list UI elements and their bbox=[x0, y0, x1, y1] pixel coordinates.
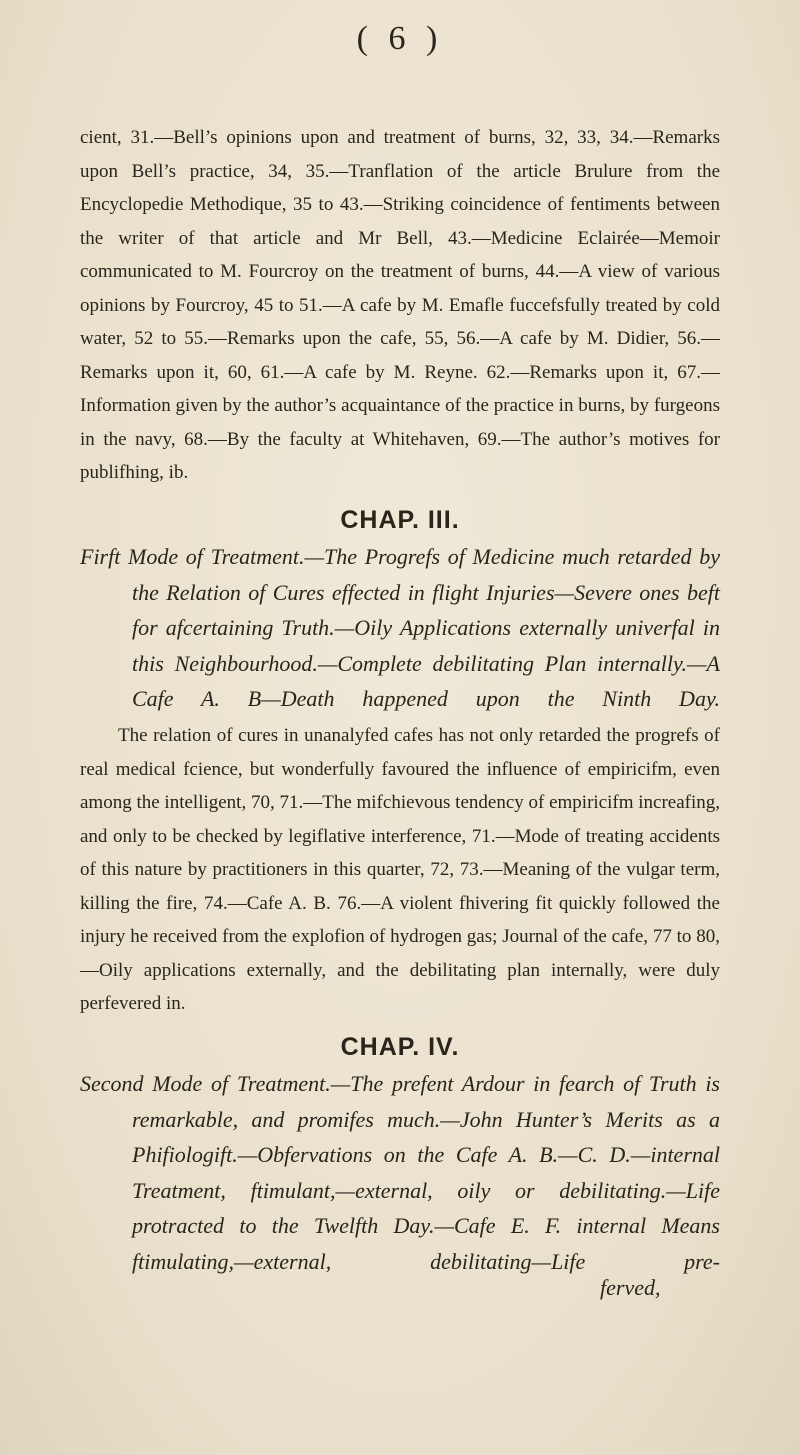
catchword: ferved, bbox=[600, 1275, 661, 1300]
chapter-4-argument-text: Second Mode of Treatment.—The prefent Ardour in fearch of Truth is remarkable, and promifes much.—John Hunter’s Merits as a Phifiologift.—Obfervations on the Cafe A. B.—C. D.—internal Treatment, ftimulant,—external, oily or debilitating.—Life protracted to the Twelfth Day.—Cafe E. F. internal Means ftimulating,—external, debilitating—Life pre- bbox=[80, 1071, 720, 1274]
chapter-3-heading: CHAP. III. bbox=[340, 506, 460, 534]
contents-paragraph: cient, 31.—Bell’s opinions upon and treatment of burns, 32, 33, 34.—Remarks upon Bell’s practice, 34, 35.—Tranflation of the article Brulure from the Encyclopedie Methodique, 35 to 43.—Striking coincidence of fentiments between the writer of that article and Mr Bell, 43.—Medicine Eclairée—Memoir communicated to M. Fourcroy on the treatment of burns, 44.—A view of various opinions by Fourcroy, 45 to 51.—A cafe by M. Emafle fuccefsfully treated by cold water, 52 to 55.—Remarks upon the cafe, 55, 56.—A cafe by M. Didier, 56.—Remarks upon it, 60, 61.—A cafe by M. Reyne. 62.—Remarks upon it, 67.—Information given by the author’s acquaintance of the practice in burns, by furgeons in the navy, 68.—By the faculty at Whitehaven, 69.—The author’s motives for publifhing, ib. bbox=[80, 127, 720, 483]
chapter-3-body: The relation of cures in unanalyfed cafes has not only retarded the progrefs of real medical fcience, but wonderfully favoured the influence of empiricifm, even among the intelligent, 70, 71.—The mifchievous tendency of empiricifm increafing, and only to be checked by legiflative interference, 71.—Mode of treating accidents of this nature by practitioners in this quarter, 72, 73.—Meaning of the vulgar term, killing the fire, 74.—Cafe A. B. 76.—A violent fhivering fit quickly followed the injury he received from the explofion of hydrogen gas; Journal of the cafe, 77 to 80, —Oily applications externally, and the debilitating plan internally, were duly perfevered in. bbox=[80, 725, 721, 1014]
chapter-4-argument bbox=[80, 1066, 720, 1279]
chapter-3-argument bbox=[80, 539, 720, 717]
page-number: ( 6 ) bbox=[356, 20, 444, 57]
chapter-4-heading: CHAP. IV. bbox=[340, 1033, 460, 1061]
chapter-3-argument-text: Firft Mode of Treatment.—The Progrefs of Medicine much retarded by the Relation of Cures effected in flight Injuries—Severe ones beft for afcertaining Truth.—Oily Applications externally univerfal in this Neighbourhood.—Complete debilitating Plan internally.—A Cafe A. B—Death happened upon the Ninth Day. bbox=[80, 544, 720, 711]
